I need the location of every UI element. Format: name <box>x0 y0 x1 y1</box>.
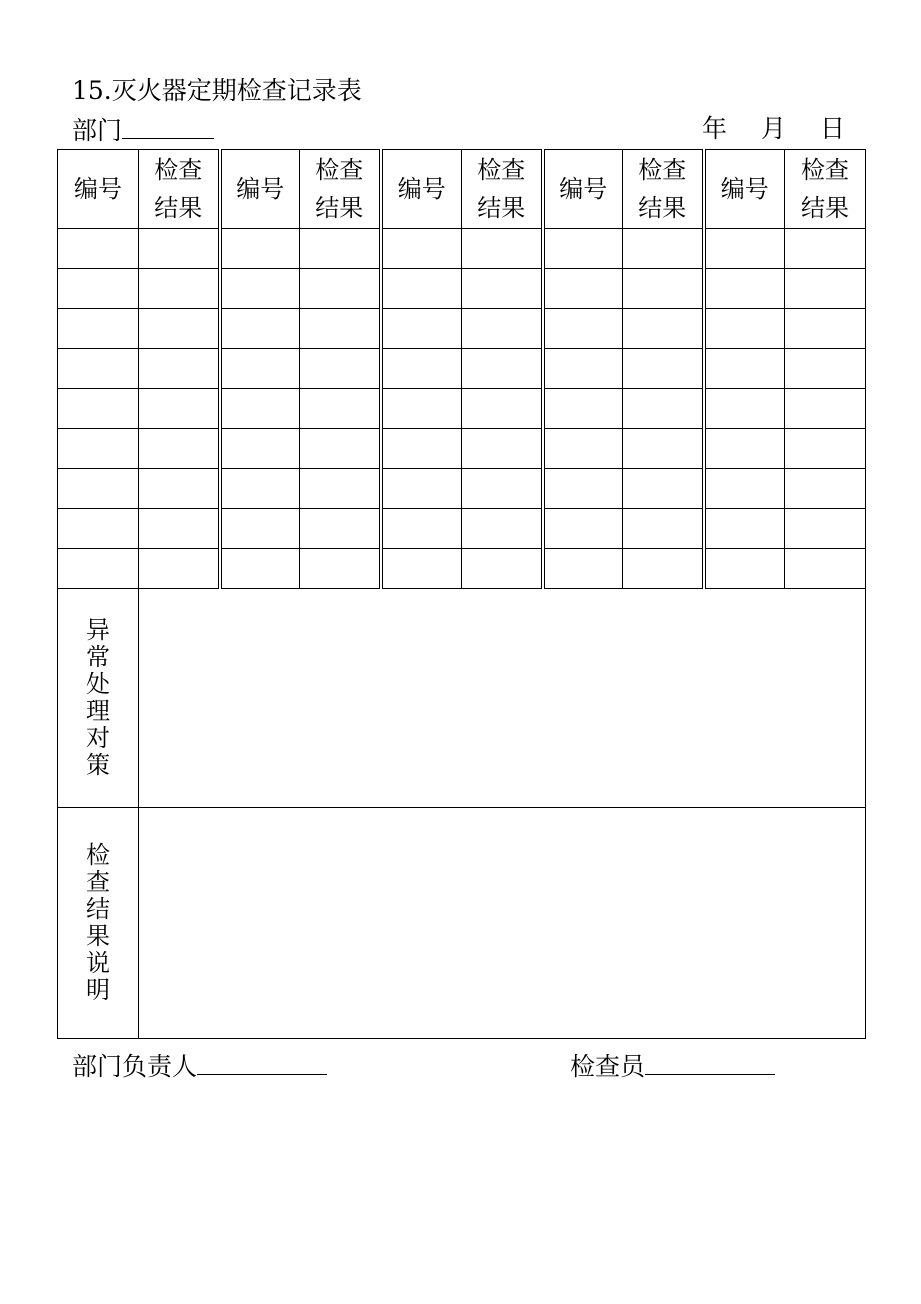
id-cell[interactable] <box>220 549 300 589</box>
result-cell[interactable] <box>623 229 704 269</box>
result-cell[interactable] <box>462 389 543 429</box>
header-id: 编号 <box>543 150 623 229</box>
header-id: 编号 <box>58 150 139 229</box>
id-cell[interactable] <box>58 389 139 429</box>
id-cell[interactable] <box>704 509 785 549</box>
date-month-label: 月 <box>760 114 786 143</box>
header-result: 检查 结果 <box>139 150 220 229</box>
inspector-signature <box>570 1048 775 1084</box>
result-cell[interactable] <box>462 469 543 509</box>
result-note-label: 检查结果说明 <box>58 808 139 1039</box>
result-cell[interactable] <box>785 349 866 389</box>
header-row <box>58 150 866 229</box>
id-cell[interactable] <box>381 469 462 509</box>
date-line <box>702 112 845 146</box>
id-cell[interactable] <box>220 269 300 309</box>
result-cell[interactable] <box>139 509 220 549</box>
result-cell[interactable] <box>139 549 220 589</box>
result-cell[interactable] <box>462 349 543 389</box>
id-cell[interactable] <box>220 509 300 549</box>
result-cell[interactable] <box>139 469 220 509</box>
table-row <box>58 309 866 349</box>
id-cell[interactable] <box>381 309 462 349</box>
id-cell[interactable] <box>704 349 785 389</box>
id-cell[interactable] <box>381 269 462 309</box>
table-row <box>58 549 866 589</box>
id-cell[interactable] <box>220 469 300 509</box>
id-cell[interactable] <box>58 309 139 349</box>
result-cell[interactable] <box>300 309 381 349</box>
result-cell[interactable] <box>139 309 220 349</box>
id-cell[interactable] <box>58 349 139 389</box>
id-cell[interactable] <box>704 429 785 469</box>
result-cell[interactable] <box>623 509 704 549</box>
result-cell[interactable] <box>785 309 866 349</box>
header-id: 编号 <box>381 150 462 229</box>
id-cell[interactable] <box>58 269 139 309</box>
header-result: 检查 结果 <box>300 150 381 229</box>
abnormal-handling-row <box>58 589 866 808</box>
id-cell[interactable] <box>543 309 623 349</box>
date-year-label: 年 <box>701 114 727 143</box>
result-cell[interactable] <box>462 269 543 309</box>
result-cell[interactable] <box>785 229 866 269</box>
id-cell[interactable] <box>220 389 300 429</box>
id-cell[interactable] <box>381 389 462 429</box>
id-cell[interactable] <box>58 549 139 589</box>
result-cell[interactable] <box>300 469 381 509</box>
abnormal-handling-label: 异常处理对策 <box>58 589 139 808</box>
form-title: 15.灭火器定期检查记录表 <box>72 76 362 105</box>
result-cell[interactable] <box>139 229 220 269</box>
header-id: 编号 <box>704 150 785 229</box>
result-cell[interactable] <box>300 349 381 389</box>
id-cell[interactable] <box>543 549 623 589</box>
result-cell[interactable] <box>139 269 220 309</box>
result-cell[interactable] <box>139 389 220 429</box>
id-cell[interactable] <box>543 429 623 469</box>
result-cell[interactable] <box>623 549 704 589</box>
id-cell[interactable] <box>381 229 462 269</box>
id-cell[interactable] <box>704 229 785 269</box>
table-row <box>58 389 866 429</box>
id-cell[interactable] <box>543 349 623 389</box>
id-cell[interactable] <box>381 549 462 589</box>
id-cell[interactable] <box>704 309 785 349</box>
result-cell[interactable] <box>785 469 866 509</box>
id-cell[interactable] <box>543 229 623 269</box>
result-cell[interactable] <box>139 429 220 469</box>
result-cell[interactable] <box>300 509 381 549</box>
result-cell[interactable] <box>462 309 543 349</box>
result-cell[interactable] <box>462 509 543 549</box>
id-cell[interactable] <box>543 509 623 549</box>
header-result: 检查 结果 <box>462 150 543 229</box>
id-cell[interactable] <box>381 509 462 549</box>
result-cell[interactable] <box>300 429 381 469</box>
id-cell[interactable] <box>220 229 300 269</box>
department-field[interactable] <box>122 112 214 139</box>
result-note-row <box>58 808 866 1039</box>
id-cell[interactable] <box>704 389 785 429</box>
id-cell[interactable] <box>704 269 785 309</box>
result-cell[interactable] <box>623 309 704 349</box>
result-cell[interactable] <box>300 229 381 269</box>
id-cell[interactable] <box>58 429 139 469</box>
inspector-field[interactable] <box>645 1048 775 1075</box>
header-result: 检查 结果 <box>623 150 704 229</box>
result-note-field[interactable] <box>139 808 866 1039</box>
id-cell[interactable] <box>704 469 785 509</box>
dept-head-label: 部门负责人 <box>72 1052 198 1081</box>
id-cell[interactable] <box>220 349 300 389</box>
department-line <box>72 112 214 148</box>
table-row <box>58 469 866 509</box>
id-cell[interactable] <box>543 469 623 509</box>
id-cell[interactable] <box>381 349 462 389</box>
table-row <box>58 269 866 309</box>
id-cell[interactable] <box>220 429 300 469</box>
table-row <box>58 509 866 549</box>
id-cell[interactable] <box>543 269 623 309</box>
table-row <box>58 349 866 389</box>
result-cell[interactable] <box>300 269 381 309</box>
header-id: 编号 <box>220 150 300 229</box>
result-cell[interactable] <box>462 429 543 469</box>
result-cell[interactable] <box>785 269 866 309</box>
result-cell[interactable] <box>462 549 543 589</box>
header-result: 检查 结果 <box>785 150 866 229</box>
result-cell[interactable] <box>785 549 866 589</box>
result-cell[interactable] <box>623 429 704 469</box>
result-cell[interactable] <box>623 389 704 429</box>
result-cell[interactable] <box>462 229 543 269</box>
inspection-table <box>57 149 866 1039</box>
result-cell[interactable] <box>300 549 381 589</box>
dept-head-field[interactable] <box>197 1048 327 1075</box>
table-row <box>58 229 866 269</box>
result-cell[interactable] <box>139 349 220 389</box>
date-day-label: 日 <box>819 114 845 143</box>
result-cell[interactable] <box>623 349 704 389</box>
result-cell[interactable] <box>623 469 704 509</box>
result-cell[interactable] <box>300 389 381 429</box>
id-cell[interactable] <box>220 309 300 349</box>
result-cell[interactable] <box>785 509 866 549</box>
inspector-label: 检查员 <box>570 1052 646 1081</box>
dept-head-signature <box>72 1048 327 1084</box>
id-cell[interactable] <box>58 229 139 269</box>
result-cell[interactable] <box>785 389 866 429</box>
id-cell[interactable] <box>704 549 785 589</box>
id-cell[interactable] <box>381 429 462 469</box>
result-cell[interactable] <box>623 269 704 309</box>
id-cell[interactable] <box>543 389 623 429</box>
id-cell[interactable] <box>58 469 139 509</box>
table-row <box>58 429 866 469</box>
department-label: 部门 <box>72 116 123 145</box>
id-cell[interactable] <box>58 509 139 549</box>
result-cell[interactable] <box>785 429 866 469</box>
abnormal-handling-field[interactable] <box>139 589 866 808</box>
